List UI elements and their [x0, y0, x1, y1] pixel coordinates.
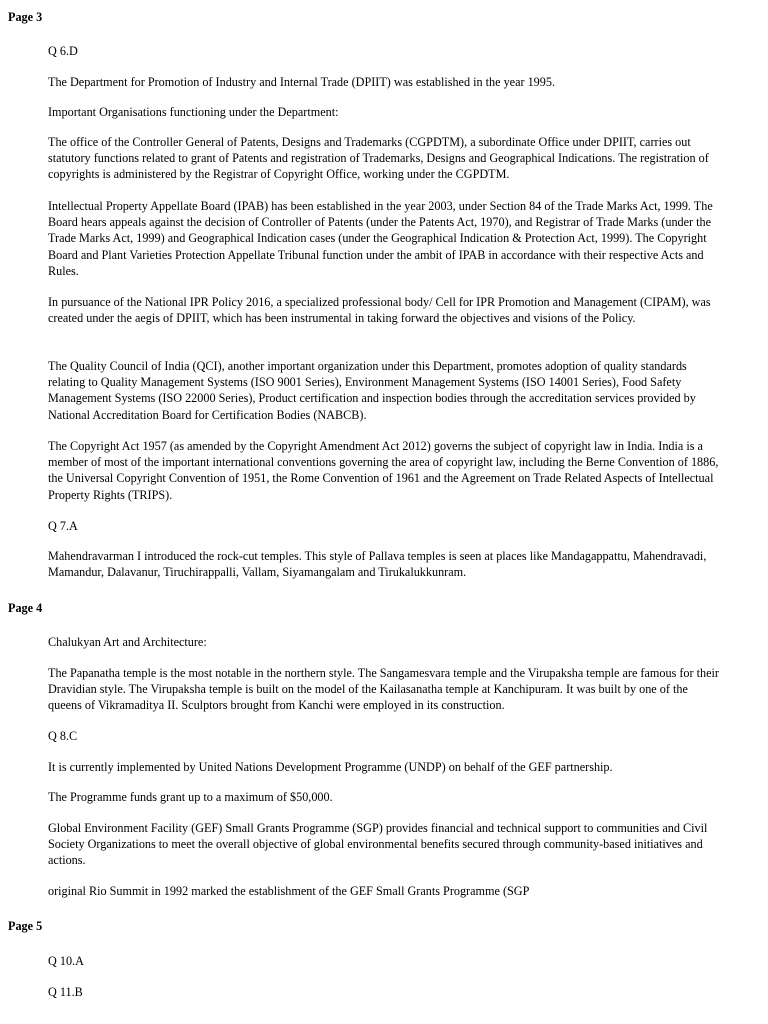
question-6-answer: Q 6.D — [48, 44, 78, 58]
paragraph-chalukyan-heading: Chalukyan Art and Architecture: — [48, 635, 207, 649]
paragraph-dpiit-established: The Department for Promotion of Industry and Internal Trade (DPIIT) was established in the year 1995. — [48, 75, 556, 89]
question-8-answer: Q 8.C — [48, 729, 78, 743]
question-10-answer: Q 10.A — [48, 954, 84, 968]
page-label-4: Page 4 — [8, 601, 43, 615]
question-11-answer: Q 11.B — [48, 985, 83, 999]
paragraph-papanatha-temple: The Papanatha temple is the most notable in the northern style. The Sangamesvara temple and the Virupaksha temple are famous for their Dravidian style. The Virupaksha temple is built on the model of the Kailasanatha temple at Kanchipuram. It was built by one of the queens of Vikramaditya II. Sculptors brought from Kanchi were employed in its construction. — [48, 666, 719, 713]
paragraph-important-organisations: Important Organisations functioning under the Department: — [48, 105, 339, 119]
question-7-answer: Q 7.A — [48, 519, 78, 533]
paragraph-rio-summit: original Rio Summit in 1992 marked the establishment of the GEF Small Grants Programme (SGP — [48, 884, 530, 898]
paragraph-gef-sgp: Global Environment Facility (GEF) Small Grants Programme (SGP) provides financial and technical support to communities and Civil Society Organizations to meet the overall objective of global environmental benefits secured through community-based initiatives and actions. — [48, 821, 708, 868]
paragraph-qci: The Quality Council of India (QCI), another important organization under this Department, promotes adoption of quality standards relating to Quality Management Systems (ISO 9001 Series), Environment Management Systems (ISO 14001 Series), Food Safety Management Systems (ISO 22000 Series), Product certification and inspection bodies through the accreditation services provided by National Accreditation Board for Certification Bodies (NABCB). — [48, 359, 696, 422]
paragraph-grant-maximum: The Programme funds grant up to a maximum of $50,000. — [48, 790, 333, 804]
page-label-3: Page 3 — [8, 10, 43, 24]
page-label-5: Page 5 — [8, 919, 43, 933]
paragraph-undp: It is currently implemented by United Nations Development Programme (UNDP) on behalf of the GEF partnership. — [48, 760, 613, 774]
paragraph-ipab: Intellectual Property Appellate Board (IPAB) has been established in the year 2003, under Section 84 of the Trade Marks Act, 1999. The Board hears appeals against the decision of Controller of Patents (under the Patents Act, 1970), and Registrar of Trade Marks (under the Trade Marks Act, 1999) and Geographical Indication cases (under the Geographical Indication & Protection Act, 1999). The Copyright Board and Plant Varieties Protection Appellate Tribunal function under the ambit of IPAB in accordance with their respective Acts and Rules. — [48, 199, 713, 278]
paragraph-cgpdtm: The office of the Controller General of Patents, Designs and Trademarks (CGPDTM), a subordinate Office under DPIIT, carries out statutory functions related to grant of Patents and registration of Trademarks, Designs and Geographical Indications. The registration of copyrights is administered by the Registrar of Copyright Office, working under the CGPDTM. — [48, 135, 709, 182]
paragraph-cipam: In pursuance of the National IPR Policy 2016, a specialized professional body/ Cell for IPR Promotion and Management (CIPAM), was created under the aegis of DPIIT, which has been instrumental in taking forward the objectives and visions of the Policy. — [48, 295, 711, 326]
paragraph-copyright-act: The Copyright Act 1957 (as amended by the Copyright Amendment Act 2012) governs the subject of copyright law in India. India is a member of most of the important international conventions governing the area of copyright law, including the Berne Convention of 1886, the Universal Copyright Convention of 1951, the Rome Convention of 1961 and the Agreement on Trade Related Aspects of Intellectual Property Rights (TRIPS). — [48, 439, 719, 502]
paragraph-rock-cut-temples: Mahendravarman I introduced the rock-cut temples. This style of Pallava temples is seen at places like Mandagappattu, Mahendravadi, Mamandur, Dalavanur, Tiruchirappalli, Vallam, Siyamangalam and Tirukalukkunram. — [48, 549, 707, 580]
